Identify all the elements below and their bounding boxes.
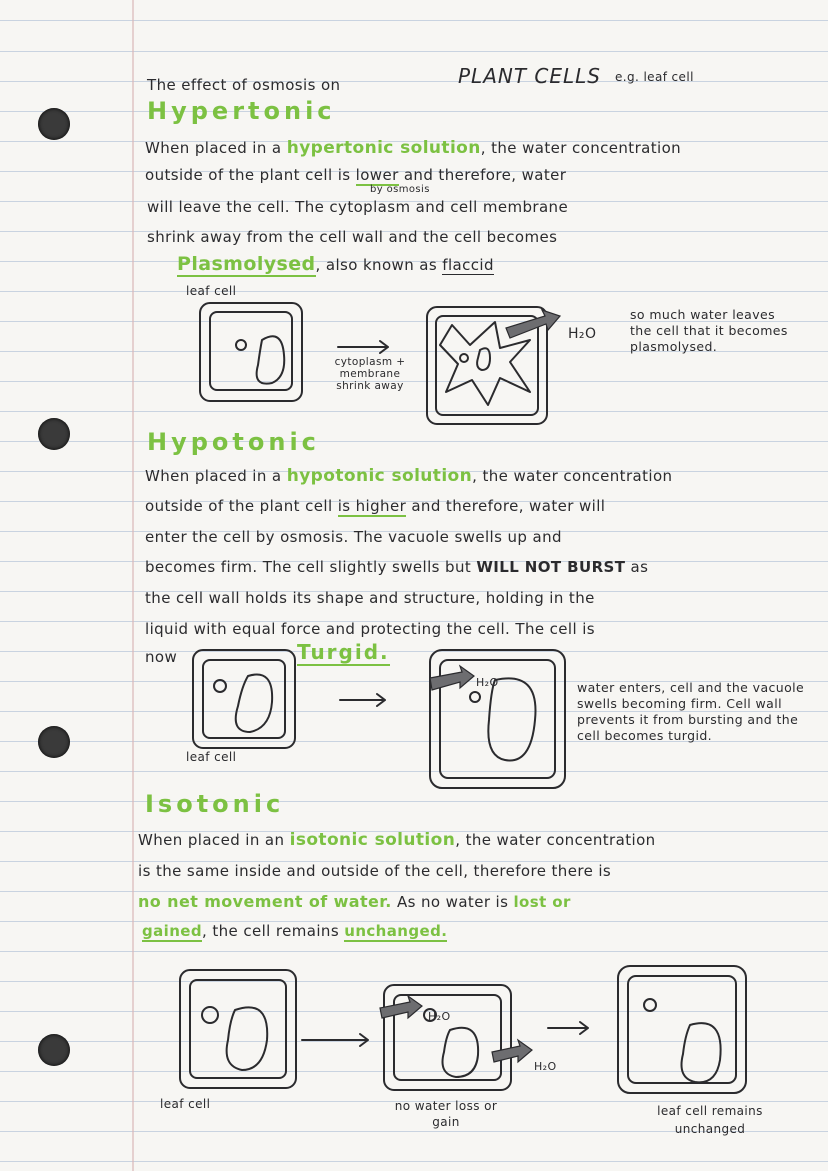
text: , the water concentration [455,831,656,849]
gained-term: gained [142,922,202,940]
plasmolysed-term: Plasmolysed [177,253,316,275]
text: will leave the cell. The cytoplasm and cell membrane [147,198,569,216]
text: shrink away from the cell wall and the cell becomes [147,228,558,246]
side-note: so much water leaves the cell that it becomes plasmolysed. [630,307,788,354]
text: , the cell remains [202,922,340,940]
title-example: e.g. leaf cell [615,70,694,84]
cell-drawing [200,303,302,401]
text-lower: lower [355,166,399,184]
h2o-label: H₂O [534,1060,557,1073]
text: now [145,648,178,666]
cell-label: leaf cell [186,750,237,764]
mid-label: no water loss or gain [394,1099,498,1129]
text: becomes firm. The cell slightly swells but [145,558,472,576]
text: As no water is [396,893,509,911]
text: , the water concentration [472,467,673,485]
text: outside of the plant cell [145,497,333,515]
text-higher: is higher [337,497,407,515]
text: , also known as [315,256,438,274]
turgid-term: Turgid. [297,640,390,664]
turgid-cell-drawing [430,650,565,788]
cell-drawing [384,985,511,1090]
text: When placed in a [145,467,282,485]
text: enter the cell by osmosis. The vacuole swells up and [145,528,562,546]
h2o-arrow [506,310,560,338]
text: as [630,558,649,576]
text: and therefore, water [403,166,567,184]
cell-drawing [618,966,746,1093]
text: When placed in an [138,831,285,849]
hypertonic-term: hypertonic solution [286,138,481,158]
h2o-label: H₂O [476,676,499,689]
isotonic-term: isotonic solution [289,830,456,850]
hypotonic-heading: Hypotonic [147,428,320,456]
text: When placed in a [145,139,282,157]
h2o-label: H₂O [568,326,597,342]
side-note: water enters, cell and the vacuole swells becoming firm. Cell wall prevents it from bursting and the cell becomes turgid. [577,680,805,743]
text: is the same inside and outside of the cell, therefore there is [138,862,612,880]
cell-drawing [193,650,295,748]
flaccid-term: flaccid [442,256,494,274]
arrow-label: cytoplasm + membrane shrink away [334,356,406,392]
text: and therefore, water will [411,497,606,515]
unchanged-term: unchanged. [344,922,448,940]
hypotonic-term: hypotonic solution [286,466,473,486]
text: outside of the plant cell is [145,166,351,184]
hypertonic-heading: Hypertonic [147,97,336,125]
h2o-arrow [380,996,422,1018]
title-prefix: The effect of osmosis on [147,76,341,94]
isotonic-heading: Isotonic [145,790,285,818]
text-emphasis: WILL NOT BURST [476,558,626,576]
page-title: PLANT CELLS [458,64,602,88]
no-net-movement-term: no net movement of water. [138,892,392,911]
cell-label: leaf cell [160,1097,211,1111]
h2o-arrow [430,666,474,690]
end-label: leaf cell remains unchanged [657,1104,763,1136]
text: the cell wall holds its shape and structure, holding in the [145,589,595,607]
text: liquid with equal force and protecting the cell. The cell is [145,620,596,638]
caret-note: by osmosis [370,184,430,195]
cell-drawing [180,970,296,1088]
cell-label: leaf cell [186,284,237,298]
lost-or-term: lost or [513,893,571,911]
h2o-label: H₂O [428,1010,451,1023]
text: , the water concentration [480,139,682,157]
